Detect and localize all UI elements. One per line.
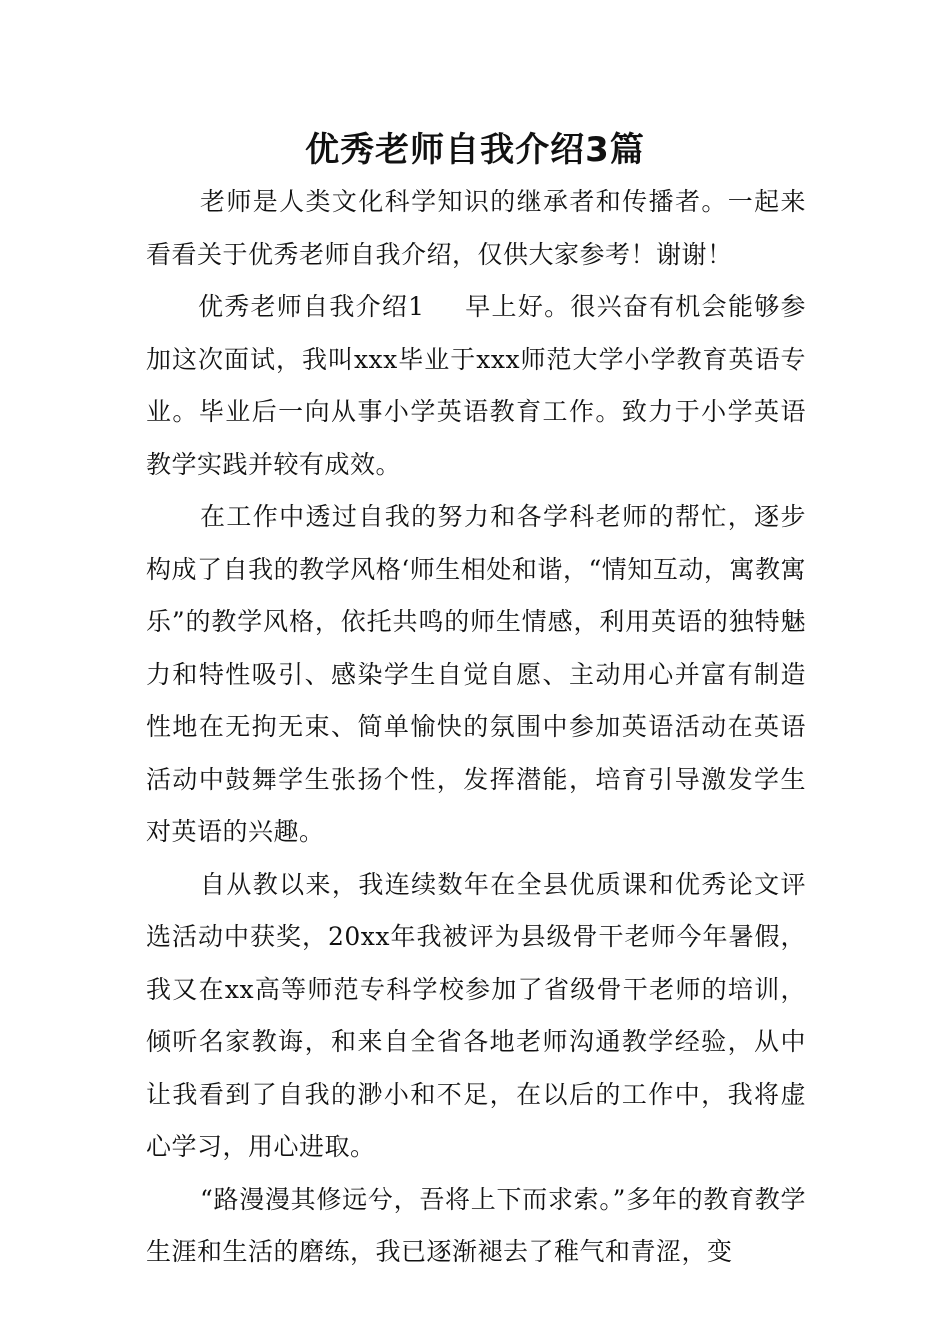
body-paragraph-1: 在工作中透过自我的努力和各学科老师的帮忙，逐步构成了自我的教学风格‘师生相处和谐，“情知互动，寓教寓乐”的教学风格，依托共鸣的师生情感，利用英语的独特魅力和特性吸引、感染学生自觉自愿、主动用心并富有制造性地在无拘无束、简单愉快的氛围中参加英语活动在英语活动中鼓舞学生张扬个性，发挥潜能，培育引导激发学生对英语的兴趣。 <box>146 502 806 846</box>
intro-paragraph: 老师是人类文化科学知识的继承者和传播者。一起来看看关于优秀老师自我介绍，仅供大家参考！谢谢！ <box>146 187 806 269</box>
section-1-heading: 优秀老师自我介绍1 <box>198 292 425 321</box>
body-paragraph-3: “路漫漫其修远兮，吾将上下而求索。”多年的教育教学生涯和生活的磨练，我已逐渐褪去了稚气和青涩，变 <box>146 1184 806 1266</box>
document-title: 优秀老师自我介绍3篇 <box>305 130 645 170</box>
body-paragraph-2: 自从教以来，我连续数年在全县优质课和优秀论文评选活动中获奖，20xx年我被评为县级骨干老师今年暑假，我又在xx高等师范专科学校参加了省级骨干老师的培训，倾听名家教诲，和来自全省各地老师沟通教学经验，从中让我看到了自我的渺小和不足，在以后的工作中，我将虚心学习，用心进取。 <box>146 869 806 1161</box>
section-1-opening: 早上好。很兴奋有机会能够参加这次面试，我叫xxx毕业于xxx师范大学小学教育英语专业。毕业后一向从事小学英语教育工作。致力于小学英语教学实践并较有成效。 <box>146 292 806 479</box>
document-body <box>146 176 806 1279</box>
section-1-paragraph <box>146 281 806 491</box>
